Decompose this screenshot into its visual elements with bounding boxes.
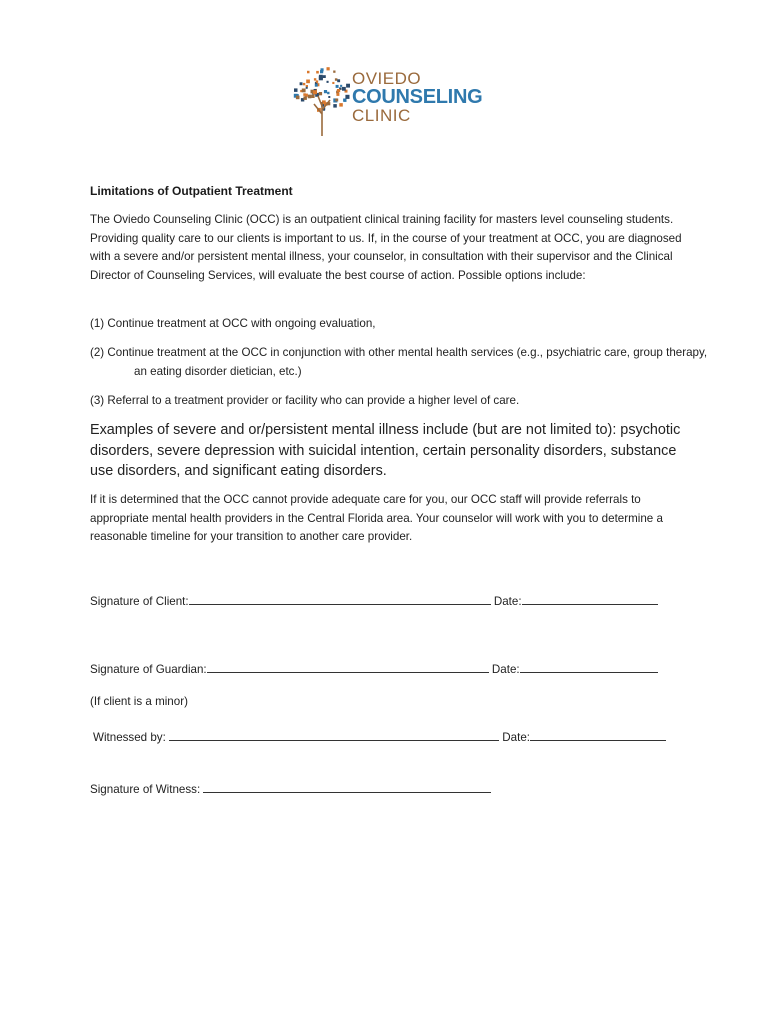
logo-word-clinic: CLINIC (352, 106, 411, 125)
logo-leaf-dot (307, 71, 310, 74)
witnessed-date-label: Date: (502, 731, 530, 744)
option-2: (2) Continue treatment at the OCC in conjunction with other mental health services (e.g., psychiatric care, group therapy, an eating disorder dietician, etc.) (90, 346, 708, 378)
logo-leaf-dot (333, 71, 335, 73)
witness-signature-label: Signature of Witness: (90, 783, 201, 796)
logo-leaf-dot (336, 93, 339, 96)
logo-word-counseling: COUNSELING (352, 86, 483, 108)
logo-leaf-dot (321, 68, 324, 71)
witness-signature-field[interactable] (203, 781, 491, 793)
logo-leaf-dot (313, 90, 317, 94)
logo-leaf-dot (333, 104, 337, 108)
witnessed-field[interactable] (169, 729, 499, 741)
logo-leaf-dot (343, 88, 345, 90)
option-1: (1) Continue treatment at OCC with ongoing evaluation, (90, 317, 376, 330)
logo-leaf-dot (340, 85, 342, 87)
witnessed-date-field[interactable] (530, 729, 666, 741)
logo-leaf-dot (300, 82, 303, 85)
logo-leaf-dot (294, 88, 298, 92)
minor-note: (If client is a minor) (90, 695, 188, 708)
intro-paragraph: The Oviedo Counseling Clinic (OCC) is an outpatient clinical training facility for masters level counseling students. Providing quality care to our clients is important to us. If, in the course of your treatment at OCC, you are diagnosed with a severe and/or persistent mental illness, your counselor, in consultation with their supervisor and the Clinical Director of Counseling Services, will evaluate the best course of action. Possible options include: (90, 213, 682, 282)
logo-leaf-dot (327, 67, 330, 70)
client-signature-row (90, 593, 658, 608)
logo-leaf-dot (324, 90, 327, 93)
logo-leaf-dot (306, 87, 308, 89)
logo-leaf-dot (314, 78, 316, 80)
logo-leaf-dot (302, 89, 306, 93)
logo-leaf-dot (308, 95, 312, 99)
logo-leaf-dot (316, 80, 318, 82)
witnessed-label: Witnessed by: (93, 731, 166, 744)
logo-leaf-dot (337, 79, 340, 82)
logo-leaf-dot (303, 96, 307, 100)
witness-signature-row (90, 781, 491, 796)
logo-leaf-dot (337, 89, 340, 92)
logo-leaf-dot (344, 99, 347, 102)
guardian-date-label: Date: (491, 663, 520, 676)
examples-paragraph: Examples of severe and or/persistent mental illness include (but are not limited to): psychotic disorders, severe depression with suicidal intention, certain personality disorders, substance use disorders, and significant eating disorders. (90, 422, 681, 480)
logo-leaf-dot (332, 82, 334, 84)
guardian-date-field[interactable] (520, 661, 658, 673)
tree-logo-icon (290, 62, 354, 138)
guardian-signature-row (90, 661, 658, 676)
logo-leaf-dot (296, 96, 300, 100)
logo-leaf-dot (315, 84, 318, 87)
client-signature-label: Signature of Client: (90, 595, 189, 608)
logo-leaf-dot (319, 92, 322, 95)
logo-leaf-dot (306, 80, 310, 84)
logo-leaf-dot (303, 83, 305, 85)
logo-leaf-dot (339, 103, 343, 107)
logo-leaf-dot (305, 94, 308, 97)
logo-leaf-dot (346, 84, 350, 88)
client-date-label: Date: (493, 595, 522, 608)
document-title: Limitations of Outpatient Treatment (90, 184, 293, 198)
logo-leaf-dot (323, 75, 326, 78)
logo-word-oviedo: OVIEDO (352, 69, 422, 88)
client-date-field[interactable] (522, 593, 658, 605)
logo-leaf-dot (327, 81, 329, 83)
logo-leaf-dot (345, 95, 349, 99)
logo-leaf-dot (328, 96, 330, 98)
logo-leaf-dot (311, 95, 314, 98)
guardian-signature-field[interactable] (207, 661, 489, 673)
referral-paragraph: If it is determined that the OCC cannot provide adequate care for you, our OCC staff will provide referrals to appropriate mental health providers in the Central Florida area. Your counselor will work with you to determine a reasonable timeline for your transition to another care provider. (90, 493, 663, 544)
logo-leaf-dot (327, 92, 329, 94)
logo-leaf-dot (319, 75, 323, 79)
logo-leaf-dot (335, 99, 338, 102)
client-signature-field[interactable] (189, 593, 491, 605)
logo-leaf-dot (316, 71, 319, 74)
logo-leaf-dot (336, 85, 339, 88)
guardian-signature-label: Signature of Guardian: (90, 663, 207, 676)
clinic-logo (290, 62, 490, 138)
option-3: (3) Referral to a treatment provider or facility who can provide a higher level of care. (90, 394, 520, 407)
witnessed-row (93, 729, 666, 744)
logo-leaf-dot (335, 78, 338, 81)
